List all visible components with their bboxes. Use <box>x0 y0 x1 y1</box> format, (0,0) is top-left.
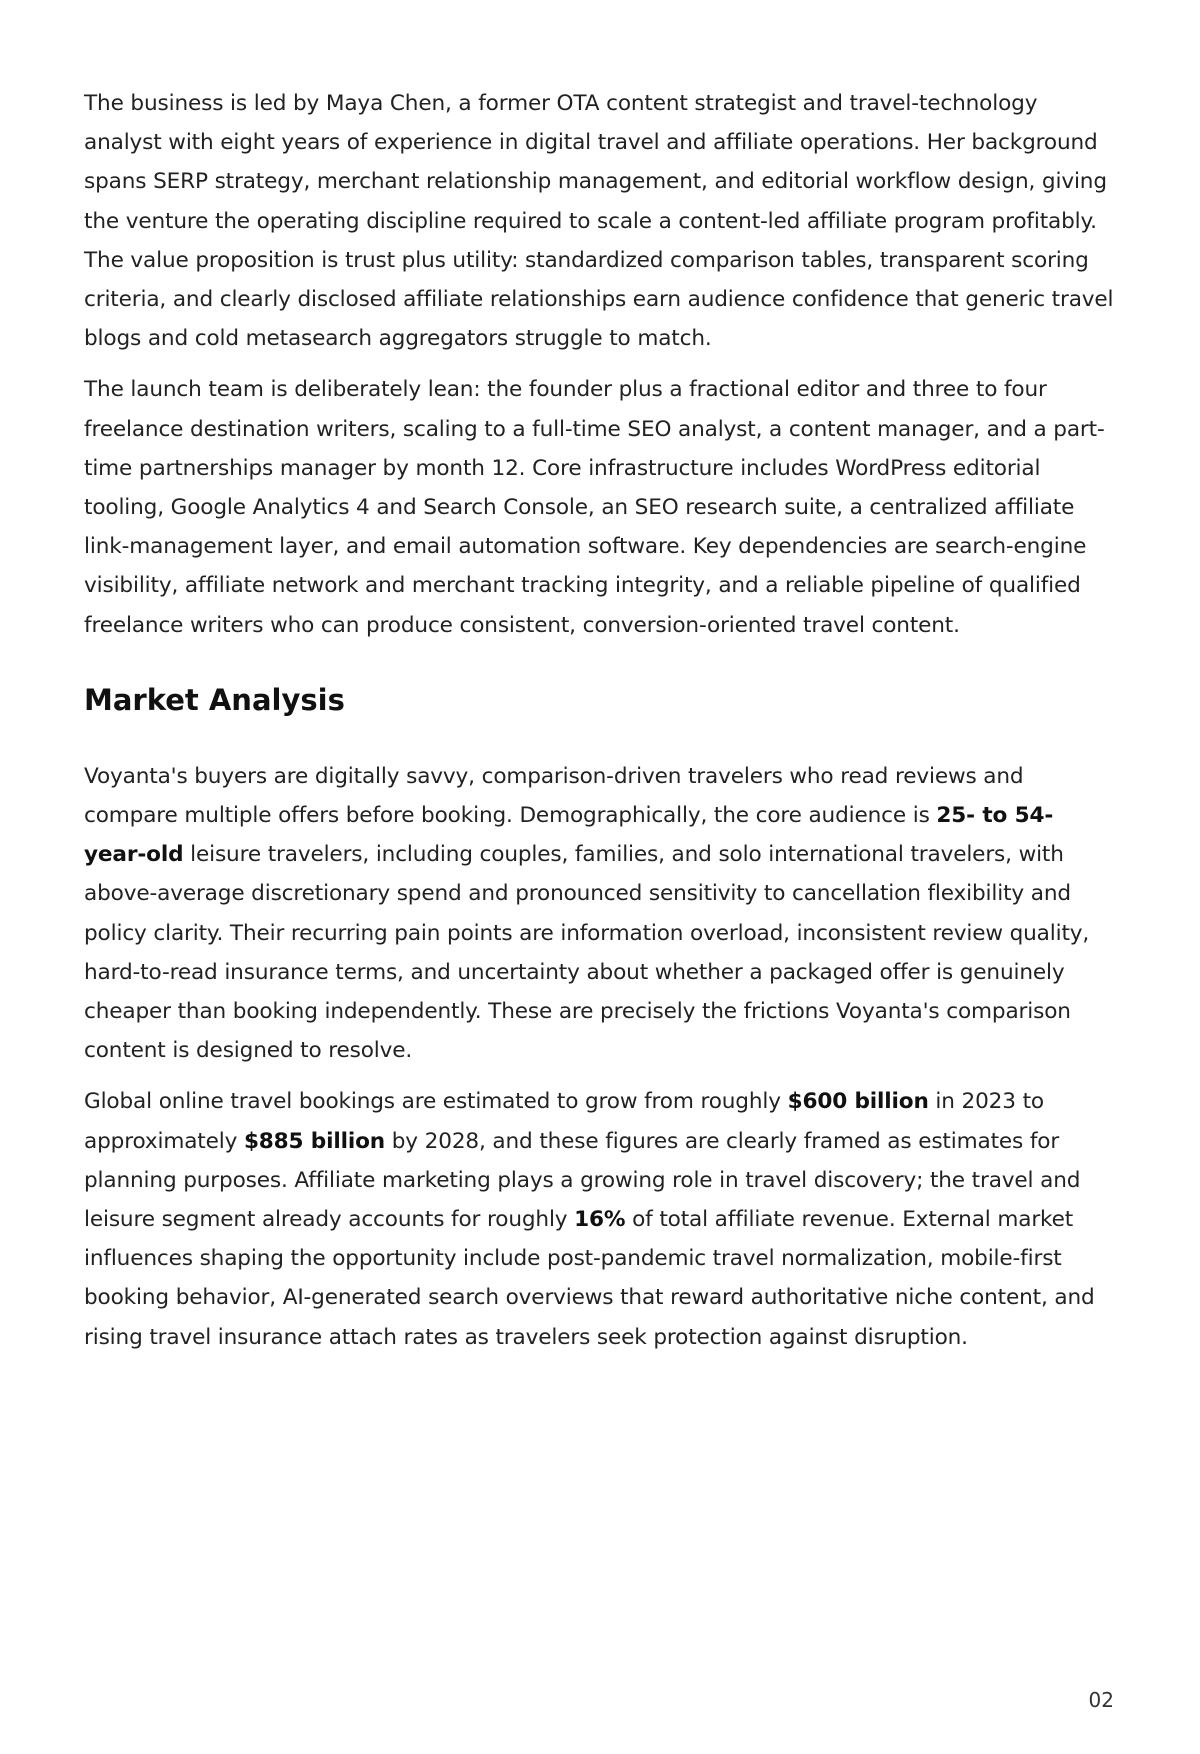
text-run: by 2028, and these figures are clearly framed as estimates for planning purposes. Affiliate marketing plays a growing role in travel discovery; the travel and leisure segment already accounts for roughly <box>84 1128 1081 1233</box>
page-number: 02 <box>1088 1688 1114 1712</box>
paragraph-leadership <box>84 84 1114 358</box>
bold-text-run: 25- to 54-year-old <box>84 803 1054 868</box>
text-run: leisure travelers, including couples, families, and solo international travelers, with above-average discretionary spend and pronounced sensitivity to cancellation flexibility and policy clarity. Their recurring pain points are information overload, inconsistent review quality, hard-to-read insurance terms, and uncertainty about whether a packaged offer is genuinely cheaper than booking independently. These are precisely the frictions Voyanta's comparison content is designed to resolve. <box>84 842 1090 1064</box>
section-heading-market-analysis: Market Analysis <box>84 682 345 717</box>
text-run: of total affiliate revenue. External market influences shaping the opportunity include post-pandemic travel normalization, mobile-first booking behavior, AI-generated search overviews that reward authoritative niche content, and rising travel insurance attach rates as travelers seek protection against disruption. <box>84 1207 1095 1350</box>
text-run: in 2023 to approximately <box>84 1089 1044 1154</box>
bold-text-run: 16% <box>574 1207 626 1233</box>
text-run: The business is led by Maya Chen, a former OTA content strategist and travel-technology analyst with eight years of experience in digital travel and affiliate operations. Her background spans SERP strategy, merchant relationship management, and editorial workflow design, giving the venture the operating discipline required to scale a content-led affiliate program profitably. The value proposition is trust plus utility: standardized comparison tables, transparent scoring criteria, and clearly disclosed affiliate relationships earn audience confidence that generic travel blogs and cold metasearch aggregators struggle to match. <box>84 91 1114 352</box>
document-body <box>84 84 1114 1369</box>
paragraph-market-size <box>84 1082 1114 1356</box>
paragraph-launch-team <box>84 370 1114 644</box>
text-run: Global online travel bookings are estimated to grow from roughly <box>84 1089 788 1115</box>
bold-text-run: $600 billion <box>787 1089 929 1115</box>
text-run: The launch team is deliberately lean: the founder plus a fractional editor and three to four freelance destination writers, scaling to a full-time SEO analyst, a content manager, and a part-time partnerships manager by month 12. Core infrastructure includes WordPress editorial tooling, Google Analytics 4 and Search Console, an SEO research suite, a centralized affiliate link-management layer, and email automation software. Key dependencies are search-engine visibility, affiliate network and merchant tracking integrity, and a reliable pipeline of qualified freelance writers who can produce consistent, conversion-oriented travel content. <box>84 377 1105 638</box>
text-run: Voyanta's buyers are digitally savvy, comparison-driven travelers who read reviews and compare multiple offers before booking. Demographically, the core audience is <box>84 763 1024 829</box>
paragraph-buyers <box>84 757 1114 1071</box>
bold-text-run: $885 billion <box>243 1128 386 1154</box>
